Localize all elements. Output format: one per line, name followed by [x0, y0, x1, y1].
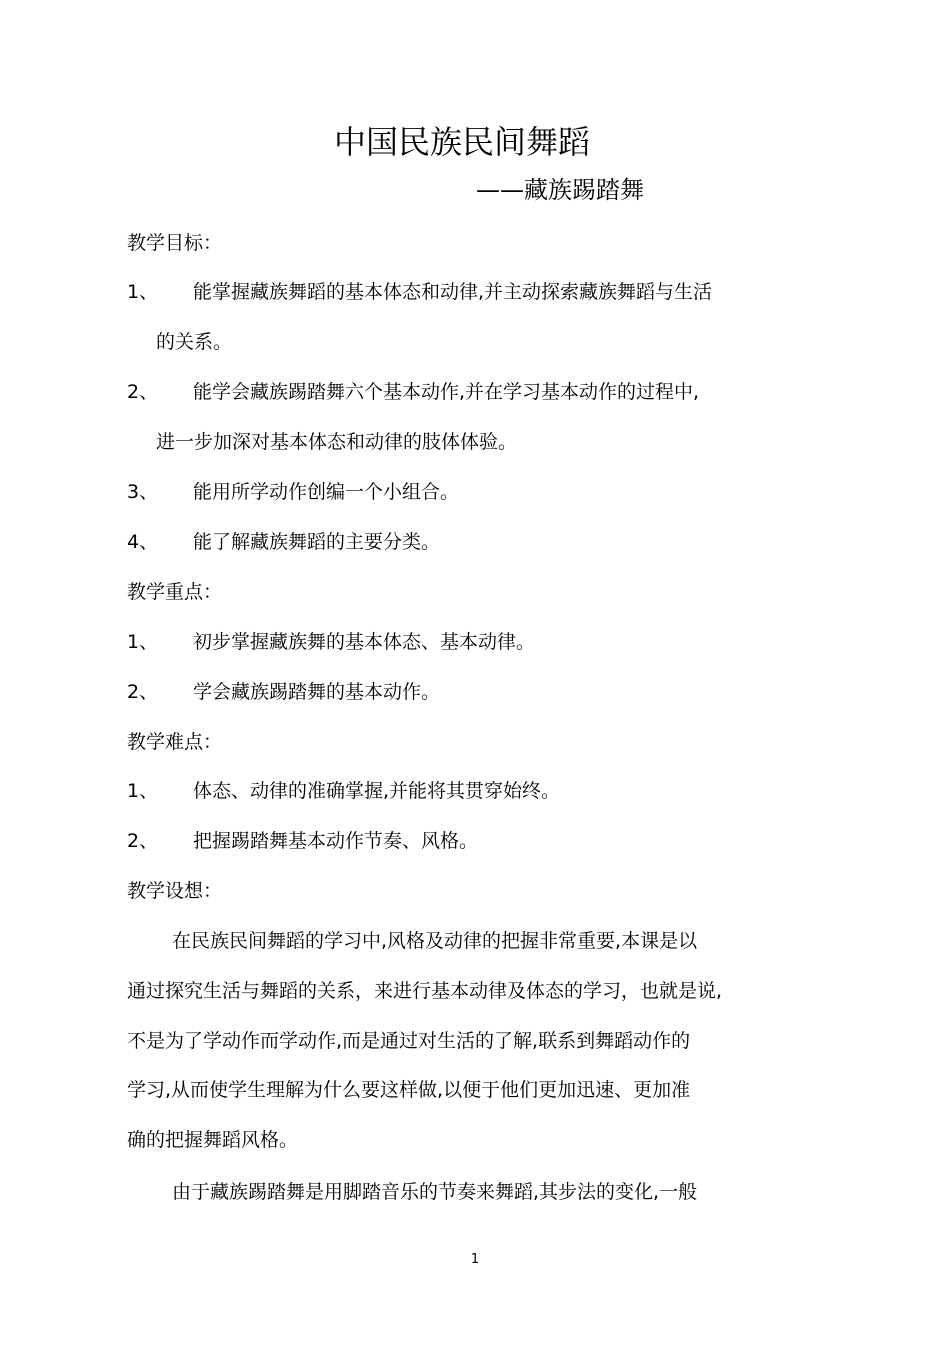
objective-text: 能学会藏族踢踏舞六个基本动作,并在学习基本动作的过程中, — [193, 381, 700, 403]
design-heading: 教学设想： — [127, 880, 223, 902]
objective-text-continued: 的关系。 — [156, 331, 233, 353]
key-point-text: 初步掌握藏族舞的基本体态、基本动律。 — [193, 631, 536, 653]
design-paragraph-line: 不是为了学动作而学动作,而是通过对生活的了解,联系到舞蹈动作的 — [127, 1030, 691, 1052]
difficulty-text: 把握踢踏舞基本动作节奏、风格。 — [193, 830, 479, 852]
difficulty-text: 体态、动律的准确掌握,并能将其贯穿始终。 — [193, 780, 561, 802]
design-paragraph-line: 确的把握舞蹈风格。 — [127, 1129, 299, 1151]
difficulties-heading: 教学难点： — [127, 731, 223, 753]
objective-text-continued: 进一步加深对基本体态和动律的肢体体验。 — [156, 431, 518, 453]
objective-text: 能了解藏族舞蹈的主要分类。 — [193, 531, 441, 553]
design-paragraph-line: 学习,从而使学生理解为什么要这样做,以便于他们更加迅速、更加准 — [127, 1079, 691, 1101]
key-point-text: 学会藏族踢踏舞的基本动作。 — [193, 681, 441, 703]
objective-number: 2、 — [127, 381, 159, 403]
objective-number: 3、 — [127, 481, 159, 503]
objective-number: 4、 — [127, 531, 159, 553]
key-point-number: 1、 — [127, 631, 159, 653]
design-paragraph-line: 在民族民间舞蹈的学习中,风格及动律的把握非常重要,本课是以 — [172, 930, 698, 952]
difficulty-number: 1、 — [127, 780, 159, 802]
difficulty-number: 2、 — [127, 830, 159, 852]
design-paragraph-line: 由于藏族踢踏舞是用脚踏音乐的节奏来舞蹈,其步法的变化,一般 — [172, 1181, 698, 1203]
key-points-heading: 教学重点： — [127, 581, 223, 603]
objective-text: 能掌握藏族舞蹈的基本体态和动律,并主动探索藏族舞蹈与生活 — [193, 281, 713, 303]
document-subtitle: ——藏族踢踏舞 — [476, 176, 644, 204]
key-point-number: 2、 — [127, 681, 159, 703]
page-number: 1 — [470, 1252, 480, 1267]
objective-text: 能用所学动作创编一个小组合。 — [193, 481, 460, 503]
design-paragraph-line: 通过探究生活与舞蹈的关系，来进行基本动律及体态的学习，也就是说, — [127, 980, 723, 1002]
objectives-heading: 教学目标： — [127, 232, 223, 254]
objective-number: 1、 — [127, 281, 159, 303]
document-title: 中国民族民间舞蹈 — [333, 123, 590, 161]
